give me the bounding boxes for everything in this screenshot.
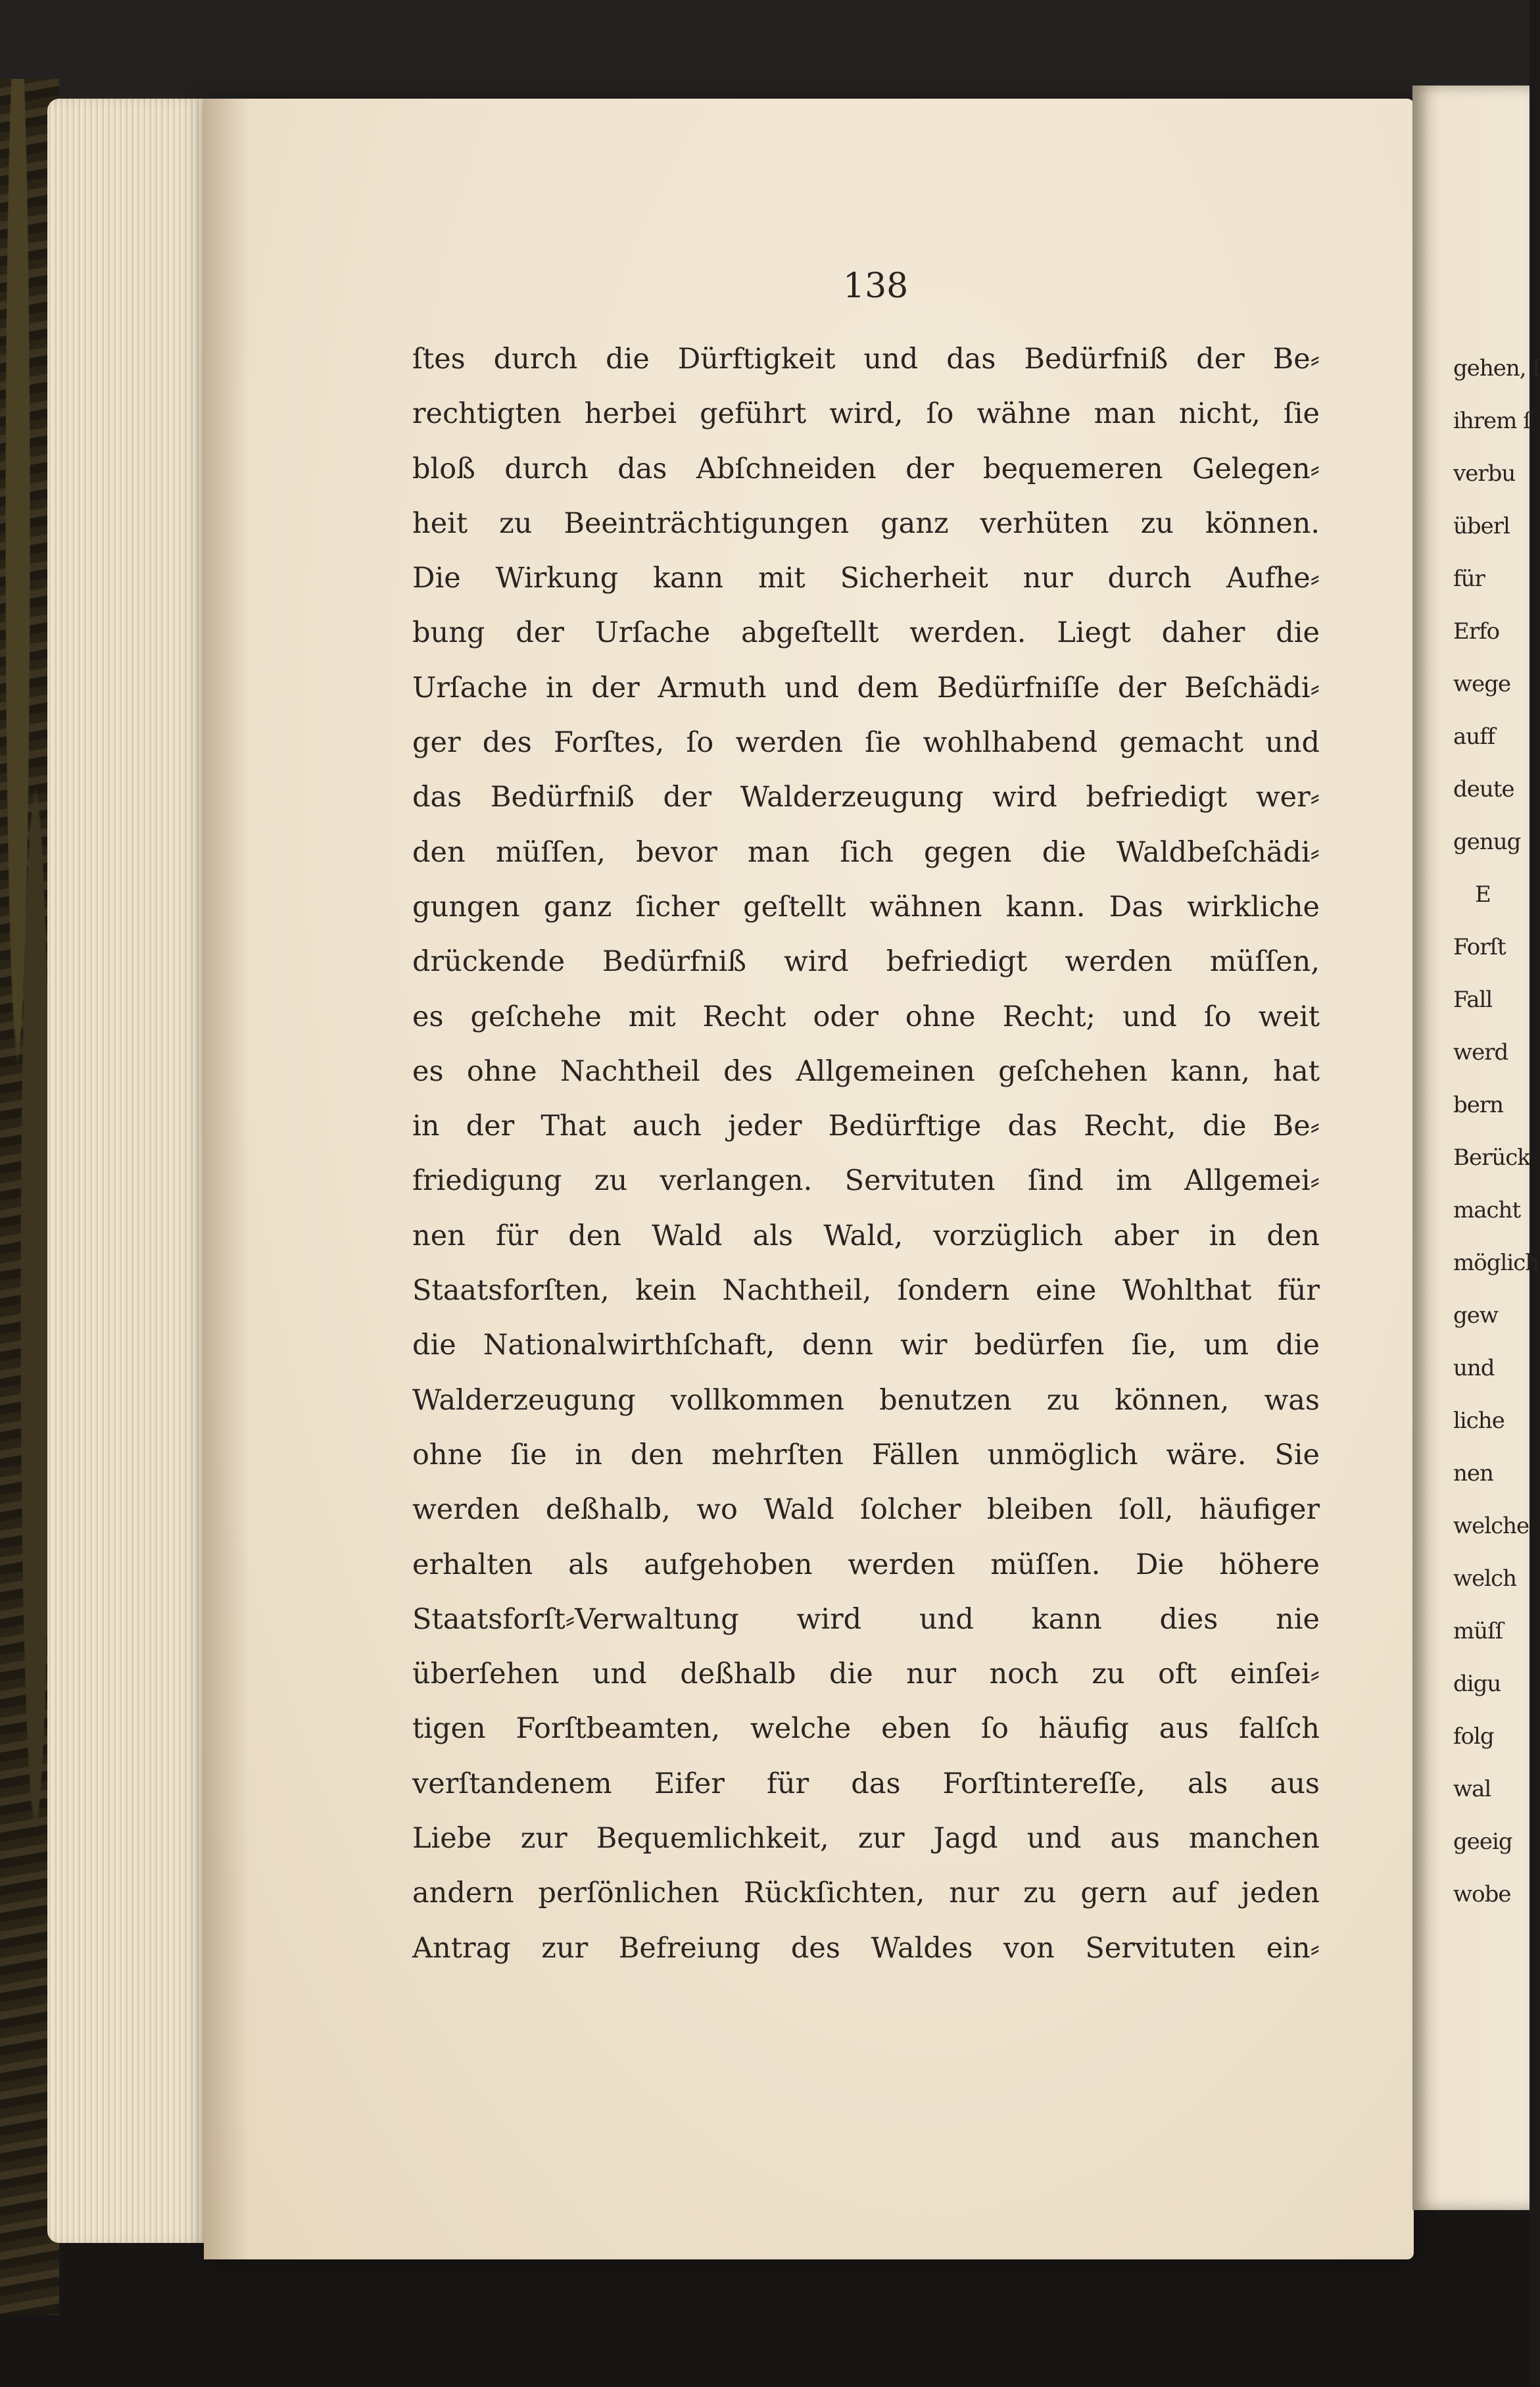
facing-page-fragment: E <box>1475 881 1491 908</box>
text-line: verſtandenem Eifer für das Forſtintereſſe, als aus <box>412 1767 1320 1800</box>
facing-page-fragment: Berück <box>1453 1144 1530 1171</box>
facing-page-fragment: wege <box>1453 671 1511 697</box>
text-line: die Nationalwirthſchaft, denn wir bedürfen ſie, um die <box>412 1329 1320 1362</box>
text-line: in der That auch jeder Bedürftige das Recht, die Be⸗ <box>412 1110 1320 1143</box>
text-line: es geſchehe mit Recht oder ohne Recht; und ſo weit <box>412 1000 1320 1033</box>
facing-page-fragment: verbu <box>1453 460 1516 487</box>
text-line: erhalten als aufgehoben werden müſſen. Die höhere <box>412 1548 1320 1581</box>
facing-page-fragment: wobe <box>1453 1881 1511 1907</box>
text-line: rechtigten herbei geführt wird, ſo wähne man nicht, ſie <box>412 397 1320 431</box>
text-line: Staatsforſten, kein Nachtheil, ſondern eine Wohlthat für <box>412 1274 1320 1308</box>
facing-page-fragment: müſſ <box>1453 1618 1503 1644</box>
page-number: 138 <box>843 266 909 306</box>
facing-page-fragment: gew <box>1453 1302 1498 1329</box>
facing-page-fragment: und <box>1453 1355 1495 1381</box>
text-line: gungen ganz ſicher geſtellt wähnen kann. Das wirkliche <box>412 890 1320 923</box>
text-line: ohne ſie in den mehrſten Fällen unmöglich wäre. Sie <box>412 1438 1320 1471</box>
facing-page-fragment: geeig <box>1453 1829 1512 1855</box>
text-line: es ohne Nachtheil des Allgemeinen geſchehen kann, hat <box>412 1054 1320 1088</box>
facing-page-fragment: überl <box>1453 513 1510 539</box>
facing-page-sliver <box>1412 86 1540 2210</box>
facing-page-fragment: Forſt <box>1453 934 1506 960</box>
facing-page-fragment: werd <box>1453 1039 1508 1066</box>
text-line: das Bedürfniß der Walderzeugung wird befriedigt wer⸗ <box>412 781 1320 814</box>
text-line: friedigung zu verlangen. Servituten ſind im Allgemei⸗ <box>412 1164 1320 1198</box>
text-line: Urſache in der Armuth und dem Bedürfniſſe der Beſchädi⸗ <box>412 671 1320 704</box>
facing-page-fragment: welche <box>1453 1513 1529 1539</box>
facing-page-fragment: liche <box>1453 1408 1504 1434</box>
text-line: den müſſen, bevor man ſich gegen die Waldbeſchädi⸗ <box>412 835 1320 869</box>
facing-page-fragment: möglich <box>1453 1250 1539 1276</box>
text-line: ger des Forſtes, ſo werden ſie wohlhabend gemacht und <box>412 726 1320 760</box>
facing-page-fragment: Fall <box>1453 987 1493 1013</box>
facing-page-fragment: deute <box>1453 776 1514 802</box>
body-text <box>412 332 1320 1976</box>
facing-page-fragment: nen <box>1453 1460 1493 1487</box>
gutter-shadow <box>204 99 250 2259</box>
facing-page-fragment: auff <box>1453 724 1495 750</box>
facing-page-fragment: ihrem ſ <box>1453 408 1531 434</box>
facing-page-fragment: für <box>1453 566 1485 592</box>
facing-page-fragment: gehen, ſ <box>1453 355 1540 381</box>
text-line: werden deßhalb, wo Wald ſolcher bleiben ſoll, häufiger <box>412 1493 1320 1527</box>
facing-page-fragment: wal <box>1453 1776 1491 1802</box>
text-line: Antrag zur Befreiung des Waldes von Servituten ein⸗ <box>412 1931 1320 1965</box>
facing-page-fragment: bern <box>1453 1092 1504 1118</box>
text-line: überſehen und deßhalb die nur noch zu oft einſei⸗ <box>412 1658 1320 1691</box>
text-line: heit zu Beeinträchtigungen ganz verhüten zu können. <box>412 506 1320 540</box>
page-block-edge <box>47 99 218 2243</box>
facing-page-fragment: folg <box>1453 1723 1494 1750</box>
text-line: bloß durch das Abſchneiden der bequemeren Gelegen⸗ <box>412 452 1320 485</box>
text-line: Staatsforſt⸗Verwaltung wird und kann dies nie <box>412 1602 1320 1636</box>
facing-page-fragment: genug <box>1453 829 1521 855</box>
text-line: Walderzeugung vollkommen benutzen zu können, was <box>412 1383 1320 1417</box>
text-line: tigen Forſtbeamten, welche eben ſo häufig aus falſch <box>412 1712 1320 1746</box>
text-line: ſtes durch die Dürftigkeit und das Bedürfniß der Be⸗ <box>412 343 1320 376</box>
facing-page-fragment: Erfo <box>1453 618 1500 645</box>
text-line: bung der Urſache abgeſtellt werden. Liegt daher die <box>412 616 1320 650</box>
text-line: andern perſönlichen Rückſichten, nur zu gern auf jeden <box>412 1877 1320 1910</box>
facing-page-fragment: digu <box>1453 1671 1501 1697</box>
facing-page-fragment: macht <box>1453 1197 1521 1223</box>
text-line: Liebe zur Bequemlichkeit, zur Jagd und aus manchen <box>412 1822 1320 1856</box>
facing-page-fragment: welch <box>1453 1565 1517 1592</box>
text-line: nen für den Wald als Wald, vorzüglich aber in den <box>412 1219 1320 1252</box>
text-line: drückende Bedürfniß wird befriedigt werden müſſen, <box>412 945 1320 979</box>
text-line: Die Wirkung kann mit Sicherheit nur durch Aufhe⸗ <box>412 562 1320 595</box>
